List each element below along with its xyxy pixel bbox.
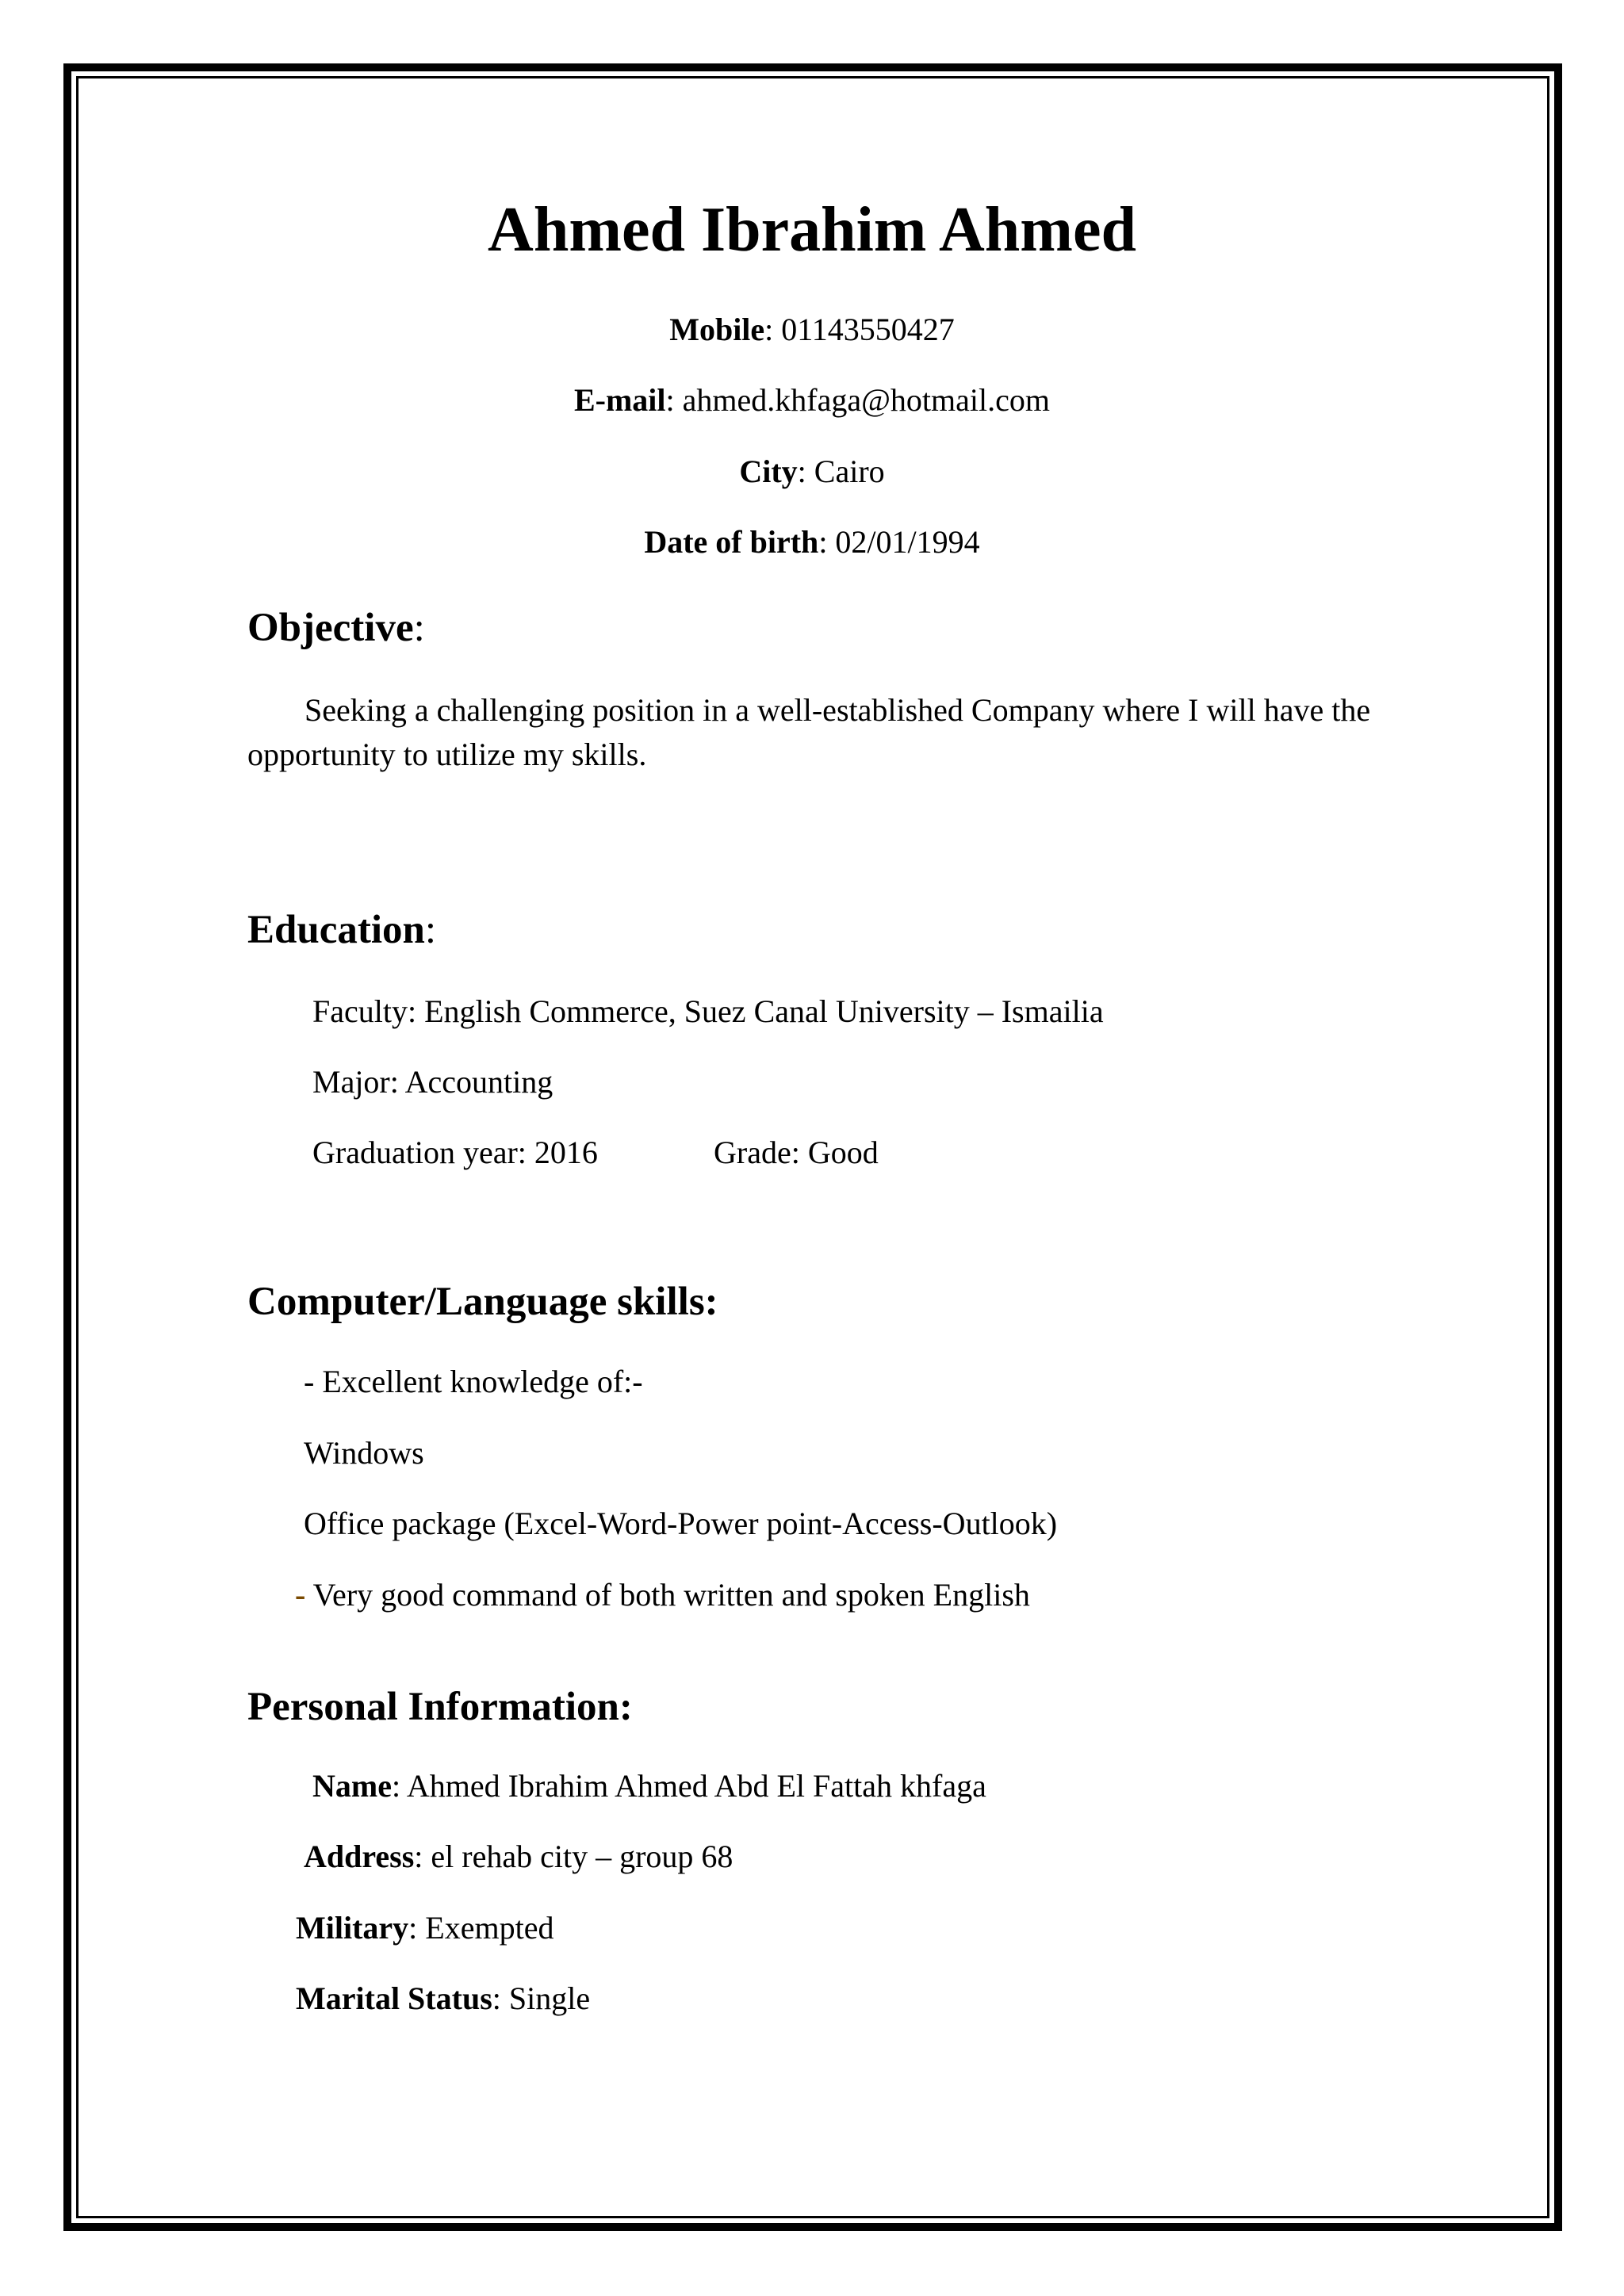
- contact-email: [0, 382, 1624, 418]
- education-graduation: Graduation year: 2016: [312, 1135, 598, 1170]
- personal-name-label: Name: [312, 1768, 392, 1804]
- skills-english: [295, 1579, 1030, 1611]
- personal-address-value: : el rehab city – group 68: [414, 1839, 733, 1874]
- skills-heading: Computer/Language skills:: [247, 1280, 718, 1324]
- skills-item: Office package (Excel-Word-Power point-Access-Outlook): [304, 1506, 1058, 1541]
- personal-military: [296, 1912, 553, 1944]
- contact-dob: [0, 526, 1624, 558]
- education-faculty: Faculty: English Commerce, Suez Canal University – Ismailia: [312, 993, 1104, 1029]
- personal-address: [304, 1841, 733, 1873]
- personal-marital-label: Marital Status: [296, 1980, 492, 2016]
- email-value: : ahmed.khfaga@hotmail.com: [665, 382, 1051, 418]
- personal-heading: Personal Information:: [247, 1685, 633, 1729]
- personal-marital: [296, 1980, 591, 2016]
- dob-value: : 02/01/1994: [818, 524, 980, 560]
- objective-heading: [247, 608, 425, 649]
- mobile-value: : 01143550427: [764, 312, 955, 347]
- education-grade: Grade: Good: [714, 1135, 879, 1170]
- city-label: City: [739, 453, 798, 489]
- resume-name-title: Ahmed Ibrahim Ahmed: [488, 195, 1136, 265]
- personal-military-label: Military: [296, 1910, 409, 1946]
- education-heading: [247, 910, 436, 951]
- english-dash: -: [295, 1577, 306, 1613]
- contact-city: [0, 453, 1624, 489]
- skills-item: - Excellent knowledge of:-: [304, 1364, 643, 1399]
- personal-address-label: Address: [304, 1839, 415, 1874]
- personal-name: [312, 1770, 986, 1802]
- city-value: : Cairo: [797, 453, 885, 489]
- mobile-label: Mobile: [669, 312, 765, 347]
- objective-text: Seeking a challenging position in a well-established Company where I will have the opportunity to utilize my skills.: [247, 692, 1371, 772]
- objective-heading-colon: :: [413, 606, 425, 650]
- education-major: Major: Accounting: [312, 1064, 553, 1100]
- email-label: E-mail: [573, 382, 666, 418]
- education-heading-colon: :: [424, 908, 437, 952]
- skills-item: Windows: [304, 1435, 424, 1471]
- dob-label: Date of birth: [644, 524, 819, 560]
- personal-military-value: : Exempted: [408, 1910, 554, 1946]
- objective-heading-text: Objective: [247, 606, 414, 650]
- english-text: Very good command of both written and spoken English: [305, 1577, 1030, 1613]
- personal-name-value: : Ahmed Ibrahim Ahmed Abd El Fattah khfaga: [391, 1768, 986, 1804]
- contact-mobile: [0, 314, 1624, 346]
- personal-marital-value: : Single: [492, 1980, 591, 2016]
- objective-paragraph: [247, 688, 1381, 777]
- education-heading-text: Education: [247, 908, 425, 952]
